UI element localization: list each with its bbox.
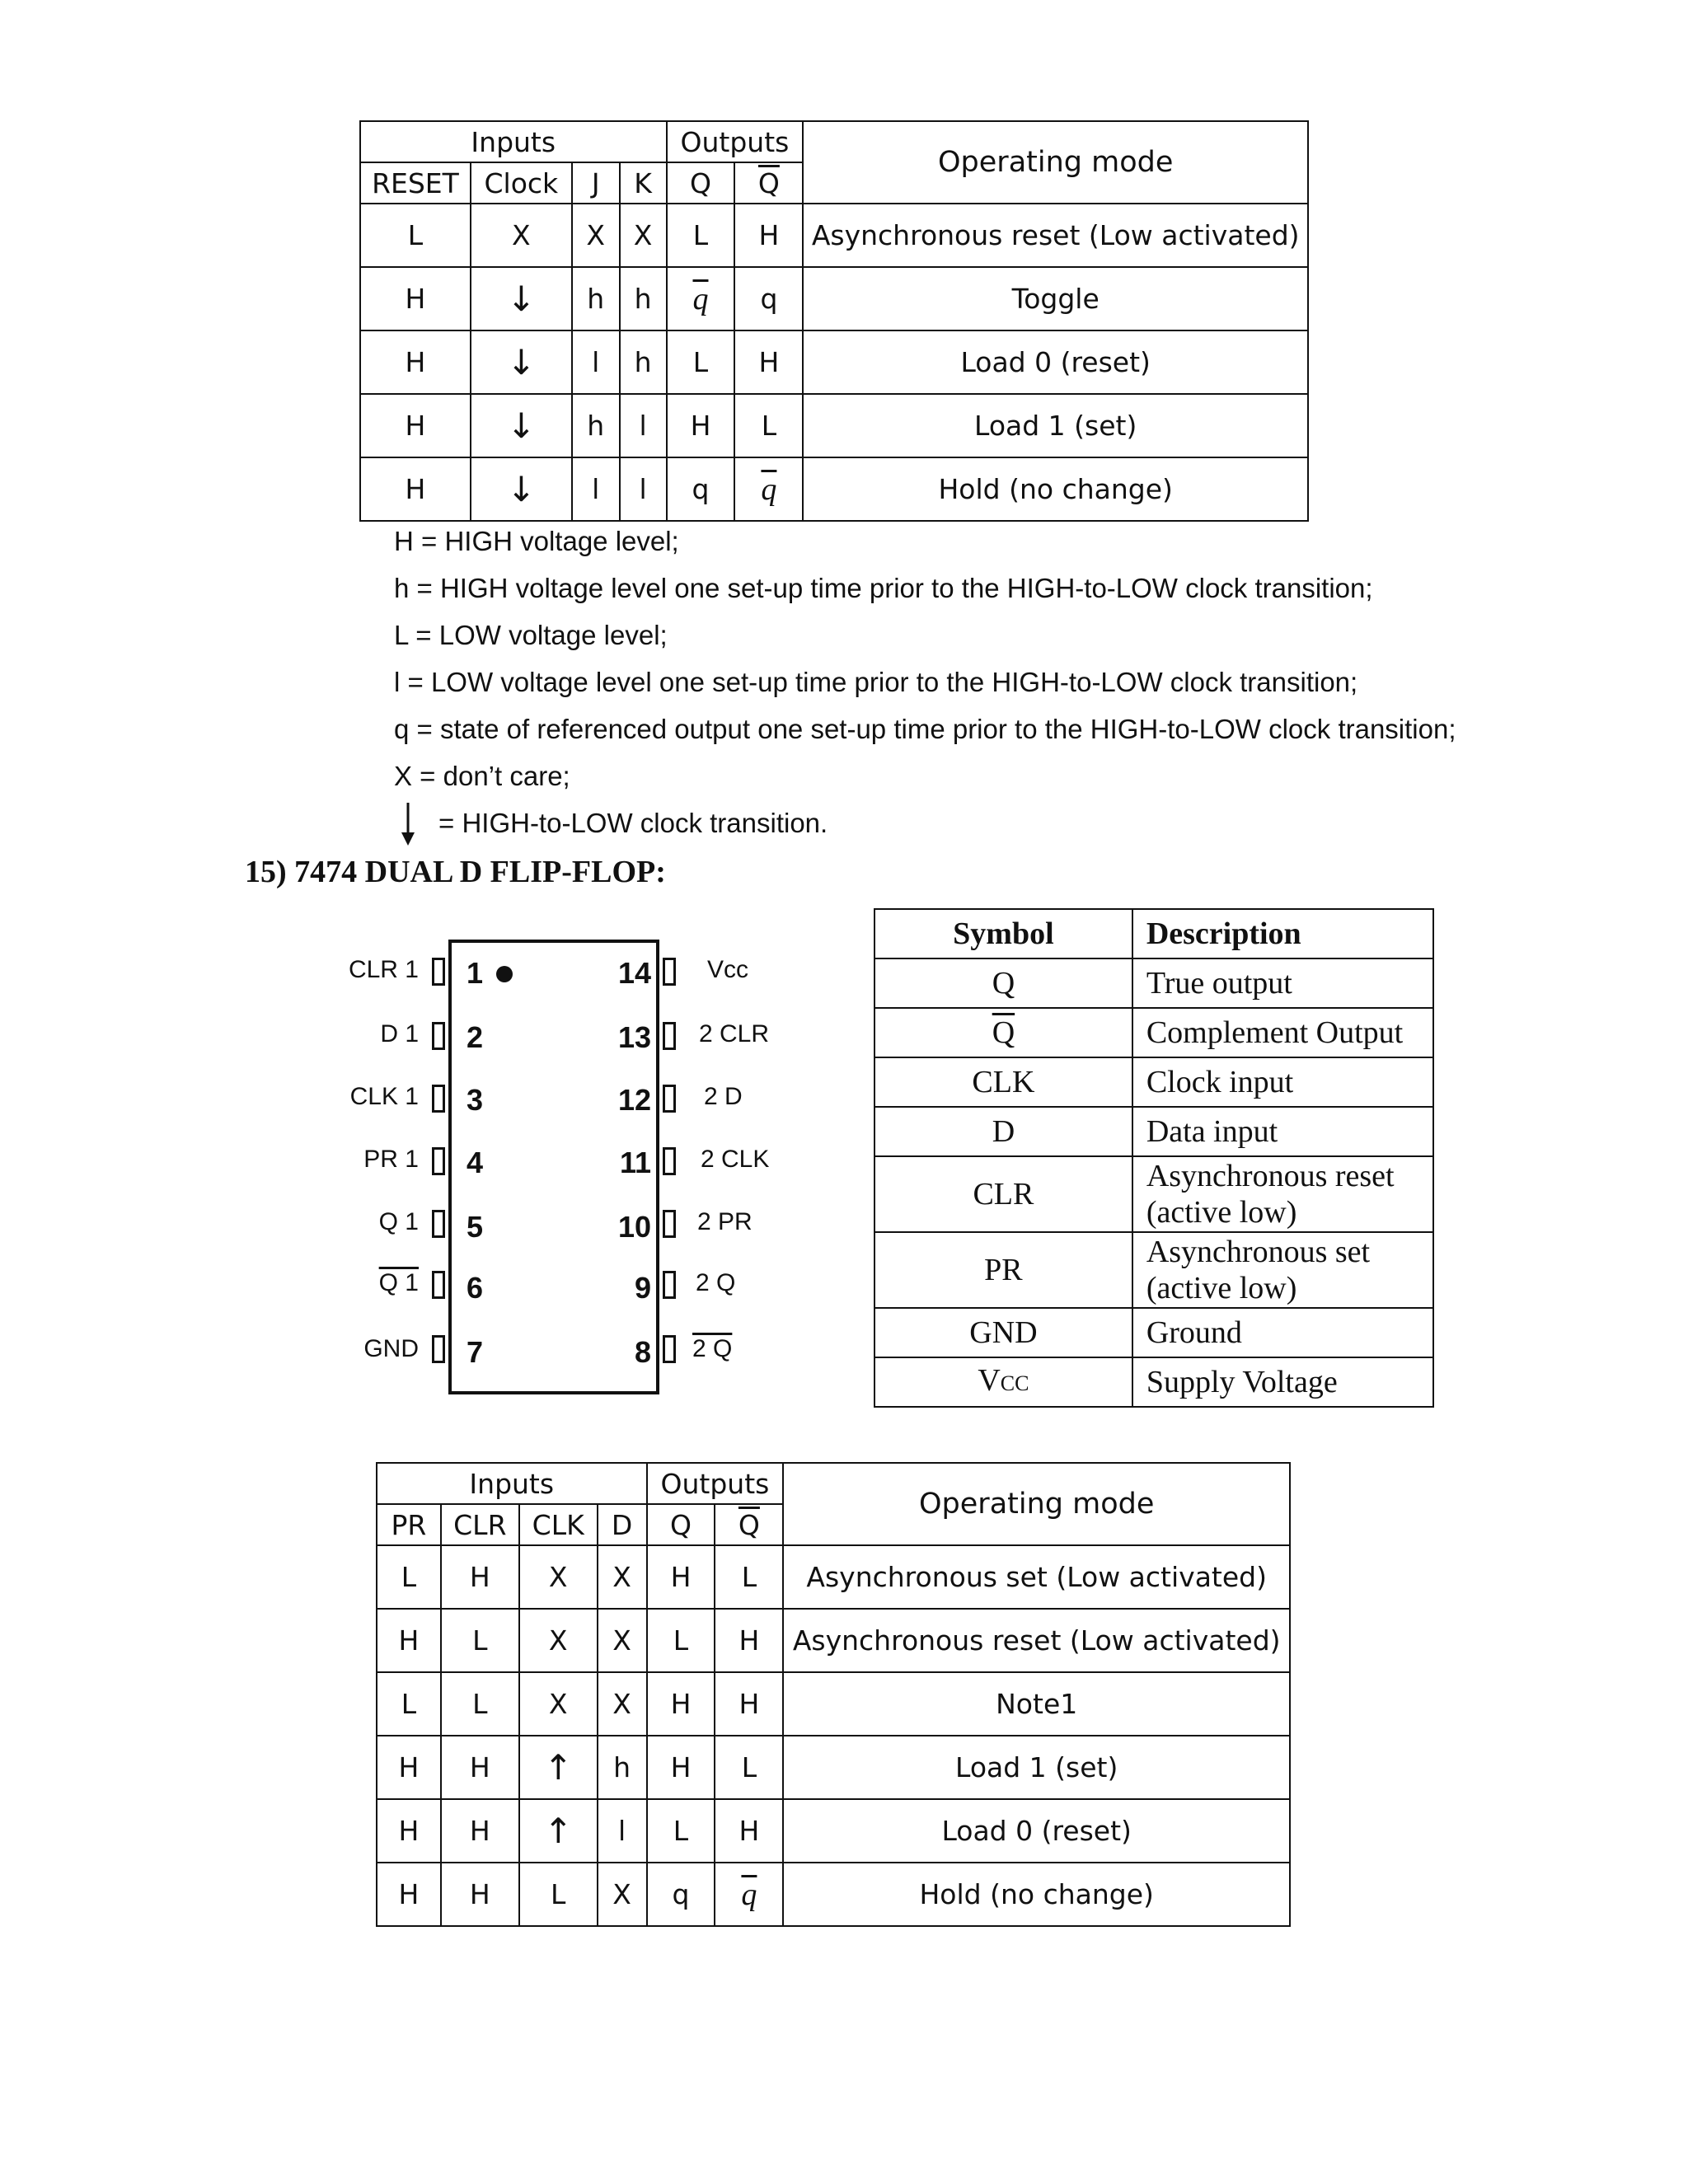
symbol-cell: $\overline{Q}$ [874,1008,1132,1057]
table-row [360,457,1308,521]
table-row [377,1609,1290,1672]
pin-stub [432,958,445,986]
pin-stub [432,1085,445,1113]
legend-line: H = HIGH voltage level; [394,526,679,556]
pin-number: 8 [634,1335,651,1369]
d-header-outputs: Outputs [647,1463,784,1504]
description-cell: Asynchronous set (active low) [1132,1232,1433,1308]
d-cell: L [441,1609,519,1672]
d-cell: L [377,1545,441,1609]
table-row [874,958,1433,1008]
pin-stub [663,1085,676,1113]
jk-col-k: K [620,162,667,204]
pin1-dot [496,966,513,982]
qbar1-text: Q 1 [378,1269,419,1296]
jk-cell: H [360,330,471,394]
falling-edge-arrow-icon: ↓ [471,267,572,330]
pin-stub [663,958,676,986]
d-col-clr: CLR [441,1504,519,1545]
table-row [377,1799,1290,1863]
pin-label-2pr: 2 PR [697,1208,753,1235]
jk-cell: H [360,394,471,457]
description-cell: Supply Voltage [1132,1357,1433,1407]
description-cell: Asynchronous reset (active low) [1132,1156,1433,1232]
pin-number: 9 [634,1271,651,1305]
pin-label-2clr: 2 CLR [699,1020,770,1047]
legend-line: q = state of referenced output one set-up time prior to the HIGH-to-LOW clock transition; [394,714,1456,744]
d-cell: X [598,1609,647,1672]
rising-edge-arrow-icon: ↑ [519,1799,598,1863]
d-cell: X [598,1863,647,1926]
pin-number: 12 [617,1083,651,1117]
table-row [377,1545,1290,1609]
table-row [377,1672,1290,1736]
d-header-inputs: Inputs [377,1463,647,1504]
jk-cell: L [667,330,735,394]
d-cell: L [715,1736,783,1799]
pin-label-2clk: 2 CLK [701,1146,770,1173]
pin-label-pr1: PR 1 [363,1146,419,1173]
pin-stub [432,1147,445,1175]
jk-col-qbar: $\overline{Q}$ [734,162,803,204]
pin-stub [663,1335,676,1363]
jk-cell: $\overline{q}$ [734,457,803,521]
table-row [360,330,1308,394]
description-header: Description [1132,909,1433,958]
legend-line: l = LOW voltage level one set-up time prior to the HIGH-to-LOW clock transition; [394,667,1358,697]
table-row [360,394,1308,457]
jk-cell: L [734,394,803,457]
legend-arrow-text: = HIGH-to-LOW clock transition. [438,808,828,838]
symbol-cell: CLR [874,1156,1132,1232]
jk-cell: L [360,204,471,267]
symbol-cell: CLK [874,1057,1132,1107]
pin-label-clk1: CLK 1 [349,1083,419,1110]
symbol-table [874,908,1434,1408]
description-cell: Clock input [1132,1057,1433,1107]
falling-edge-arrow-icon: ↓ [471,457,572,521]
pin-stub [663,1022,676,1050]
pin-label-qbar1 [379,1269,419,1297]
pin-stub [663,1271,676,1299]
d-cell: h [598,1736,647,1799]
d-cell: X [519,1545,598,1609]
pin-stub [663,1147,676,1175]
symbol-header: Symbol [874,909,1132,958]
d-cell: H [377,1736,441,1799]
d-mode-cell: Load 0 (reset) [783,1799,1290,1863]
d-cell: q [647,1863,715,1926]
jk-header-mode: Operating mode [803,121,1308,204]
pin-number: 6 [467,1271,484,1305]
jk-mode-cell: Hold (no change) [803,457,1308,521]
jk-cell: h [572,394,620,457]
jk-cell: H [734,204,803,267]
d-cell: L [377,1672,441,1736]
jk-col-reset: RESET [360,162,471,204]
jk-cell: l [620,457,667,521]
pin-number: 2 [467,1020,484,1054]
section-title: 15) 7474 DUAL D FLIP-FLOP: [245,855,666,889]
jk-col-clock: Clock [471,162,572,204]
symbol-cell: PR [874,1232,1132,1308]
table-row [377,1736,1290,1799]
pin-stub [432,1335,445,1363]
legend-line: X = don’t care; [394,761,570,791]
d-col-pr: PR [377,1504,441,1545]
symbol-cell: GND [874,1308,1132,1357]
table-row [874,1232,1433,1308]
legend-line: L = LOW voltage level; [394,620,668,650]
jk-header-outputs: Outputs [667,121,804,162]
pin-number: 7 [467,1335,484,1369]
rising-edge-arrow-icon: ↑ [519,1736,598,1799]
jk-mode-cell: Asynchronous reset (Low activated) [803,204,1308,267]
d-cell: X [519,1672,598,1736]
falling-edge-arrow-icon: ↓ [471,330,572,394]
d-cell: H [715,1609,783,1672]
jk-truth-table [359,120,1309,522]
pin-label-2q: 2 Q [696,1269,736,1296]
d-cell: H [647,1545,715,1609]
pin-number: 13 [617,1020,651,1054]
description-cell: True output [1132,958,1433,1008]
d-cell: H [377,1609,441,1672]
d-col-d: D [598,1504,647,1545]
d-cell: $\overline{q}$ [715,1863,783,1926]
pin-number: 10 [617,1210,651,1244]
d-cell: H [647,1736,715,1799]
d-cell: H [441,1736,519,1799]
d-cell: H [647,1672,715,1736]
d-cell: H [715,1672,783,1736]
d-mode-cell: Load 1 (set) [783,1736,1290,1799]
description-cell: Data input [1132,1107,1433,1156]
d-cell: L [647,1609,715,1672]
table-row [874,1308,1433,1357]
jk-cell: H [734,330,803,394]
d-mode-cell: Hold (no change) [783,1863,1290,1926]
d-mode-cell: Asynchronous reset (Low activated) [783,1609,1290,1672]
falling-edge-arrow-icon [397,801,419,847]
vcc-symbol: VCC [978,1363,1029,1398]
pin-label-d1: D 1 [380,1020,419,1047]
pin-label-2qbar [692,1335,732,1363]
pin-label-vcc: Vcc [707,956,749,983]
d-cell: H [441,1545,519,1609]
pin-stub [663,1210,676,1238]
symbol-cell: Q [874,958,1132,1008]
table-row [377,1863,1290,1926]
d-cell: H [715,1799,783,1863]
jk-cell: H [360,457,471,521]
d-cell: X [598,1672,647,1736]
jk-cell: h [620,267,667,330]
jk-cell: l [620,394,667,457]
jk-cell: X [572,204,620,267]
description-cell: Ground [1132,1308,1433,1357]
jk-mode-cell: Toggle [803,267,1308,330]
pin-label-2d: 2 D [704,1083,743,1110]
jk-cell: X [471,204,572,267]
pin-label-gnd: GND [363,1335,419,1362]
2qbar-text: 2 Q [692,1335,733,1362]
pin-stub [432,1210,445,1238]
pin-stub [432,1022,445,1050]
jk-cell: L [667,204,735,267]
jk-cell: X [620,204,667,267]
jk-cell: h [572,267,620,330]
jk-cell: q [667,457,735,521]
jk-header-inputs: Inputs [360,121,667,162]
d-cell: L [441,1672,519,1736]
d-mode-cell: Note1 [783,1672,1290,1736]
d-truth-table [376,1462,1291,1927]
pin-number: 5 [467,1210,484,1244]
d-cell: X [519,1609,598,1672]
d-cell: X [598,1545,647,1609]
chip-pinout [330,931,791,1409]
jk-cell: q [734,267,803,330]
d-cell: L [647,1799,715,1863]
table-row [360,204,1308,267]
jk-cell: H [360,267,471,330]
jk-mode-cell: Load 1 (set) [803,394,1308,457]
table-row [874,1357,1433,1407]
legend-line: h = HIGH voltage level one set-up time prior to the HIGH-to-LOW clock transition; [394,573,1373,603]
legend [394,518,1456,846]
pin-label-clr1: CLR 1 [348,956,419,983]
d-header-mode: Operating mode [783,1463,1290,1545]
table-row [874,1057,1433,1107]
pin-number: 1 [467,956,484,990]
d-cell: L [519,1863,598,1926]
pin-stub [432,1271,445,1299]
table-row [874,1107,1433,1156]
d-cell: H [441,1799,519,1863]
d-cell: L [715,1545,783,1609]
jk-cell: H [667,394,735,457]
pin-label-q1: Q 1 [378,1208,419,1235]
pin-number: 11 [619,1146,651,1179]
d-cell: H [377,1863,441,1926]
falling-edge-arrow-icon: ↓ [471,394,572,457]
legend-line-arrow [394,799,1456,846]
jk-col-q: Q [667,162,735,204]
d-col-qbar: $\overline{Q}$ [715,1504,783,1545]
pin-number: 4 [467,1146,484,1179]
symbol-cell: D [874,1107,1132,1156]
d-cell: l [598,1799,647,1863]
jk-mode-cell: Load 0 (reset) [803,330,1308,394]
d-col-clk: CLK [519,1504,598,1545]
d-cell: H [377,1799,441,1863]
d-col-q: Q [647,1504,715,1545]
jk-col-j: J [572,162,620,204]
table-row [874,1156,1433,1232]
pin-number: 14 [617,956,651,990]
pin-number: 3 [467,1083,484,1117]
jk-cell: l [572,330,620,394]
table-row [360,267,1308,330]
table-row [874,1008,1433,1057]
d-cell: H [441,1863,519,1926]
d-mode-cell: Asynchronous set (Low activated) [783,1545,1290,1609]
symbol-cell [874,1357,1132,1407]
jk-cell: $\overline{q}$ [667,267,735,330]
jk-cell: l [572,457,620,521]
description-cell: Complement Output [1132,1008,1433,1057]
jk-cell: h [620,330,667,394]
